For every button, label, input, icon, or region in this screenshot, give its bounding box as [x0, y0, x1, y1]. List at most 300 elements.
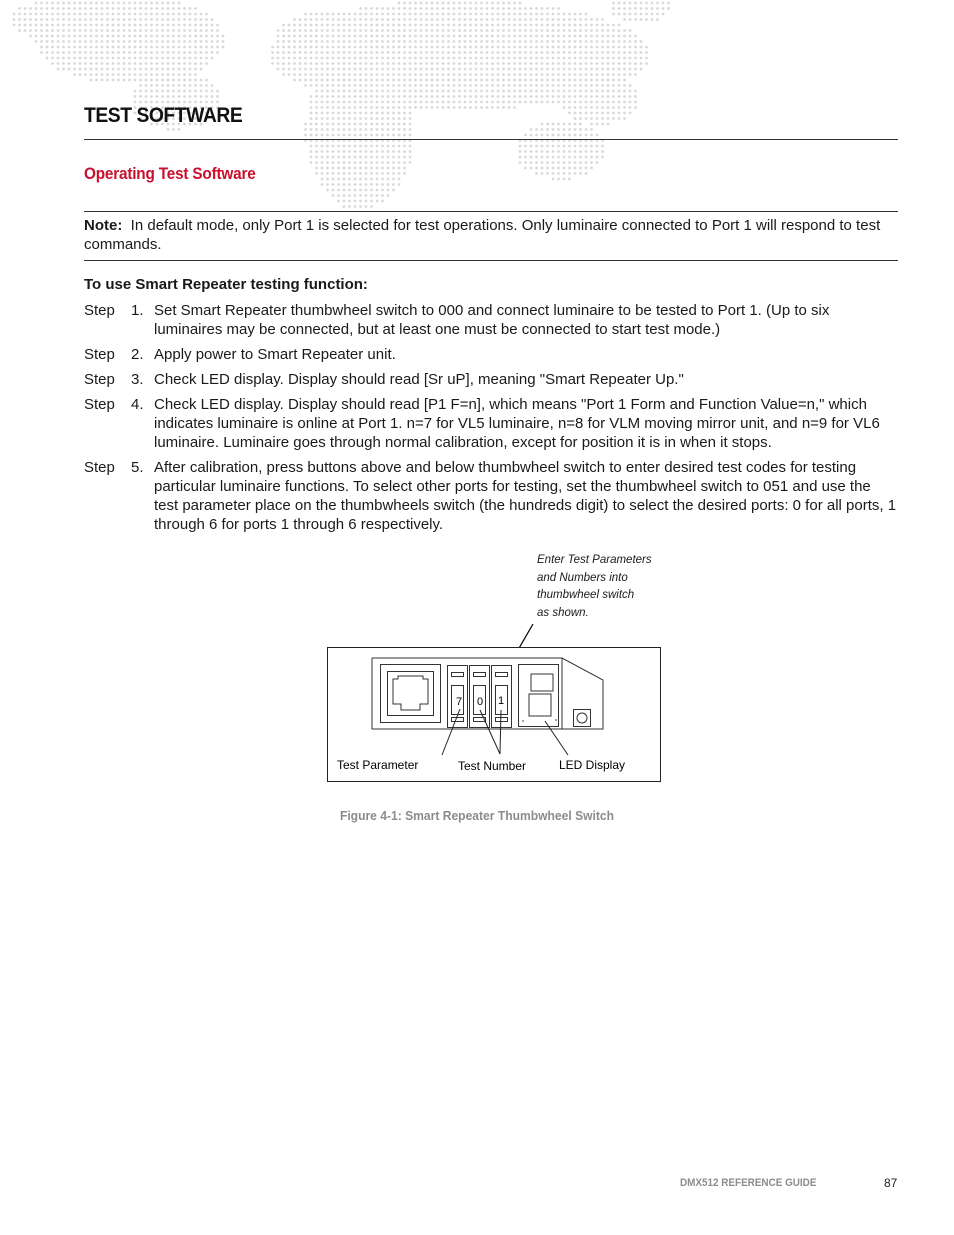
- map-dot: [409, 123, 412, 126]
- map-dot: [321, 79, 324, 82]
- map-dot: [392, 7, 395, 10]
- map-dot: [579, 29, 582, 32]
- map-dot: [315, 123, 318, 126]
- map-dot: [172, 79, 175, 82]
- map-dot: [403, 106, 406, 109]
- map-dot: [563, 134, 566, 137]
- map-dot: [161, 29, 164, 32]
- map-dot: [95, 57, 98, 60]
- map-dot: [332, 35, 335, 38]
- map-dot: [282, 68, 285, 71]
- map-dot: [189, 7, 192, 10]
- map-dot: [524, 24, 527, 27]
- map-dot: [557, 150, 560, 153]
- map-dot: [431, 95, 434, 98]
- map-dot: [447, 18, 450, 21]
- map-dot: [271, 51, 274, 54]
- map-dot: [343, 167, 346, 170]
- map-dot: [596, 106, 599, 109]
- map-dot: [634, 73, 637, 76]
- map-dot: [563, 68, 566, 71]
- map-dot: [365, 200, 368, 203]
- map-dot: [557, 178, 560, 181]
- map-dot: [387, 101, 390, 104]
- map-dot: [343, 189, 346, 192]
- map-dot: [409, 156, 412, 159]
- map-dot: [590, 128, 593, 131]
- map-dot: [557, 79, 560, 82]
- map-dot: [519, 90, 522, 93]
- map-dot: [117, 46, 120, 49]
- map-dot: [79, 73, 82, 76]
- map-dot: [321, 178, 324, 181]
- map-dot: [365, 112, 368, 115]
- map-dot: [150, 40, 153, 43]
- map-dot: [376, 29, 379, 32]
- map-dot: [79, 46, 82, 49]
- map-dot: [211, 46, 214, 49]
- map-dot: [310, 24, 313, 27]
- map-dot: [376, 167, 379, 170]
- map-dot: [563, 101, 566, 104]
- map-dot: [458, 40, 461, 43]
- map-dot: [634, 68, 637, 71]
- map-dot: [557, 128, 560, 131]
- map-dot: [442, 46, 445, 49]
- map-dot: [425, 68, 428, 71]
- map-dot: [73, 13, 76, 16]
- map-dot: [530, 46, 533, 49]
- map-dot: [409, 106, 412, 109]
- map-dot: [321, 24, 324, 27]
- map-dot: [431, 2, 434, 5]
- map-dot: [337, 40, 340, 43]
- map-dot: [629, 73, 632, 76]
- map-dot: [183, 40, 186, 43]
- map-dot: [321, 112, 324, 115]
- map-dot: [403, 150, 406, 153]
- map-dot: [618, 57, 621, 60]
- map-dot: [497, 51, 500, 54]
- map-dot: [392, 46, 395, 49]
- map-dot: [546, 40, 549, 43]
- map-dot: [95, 68, 98, 71]
- map-dot: [145, 2, 148, 5]
- map-dot: [414, 57, 417, 60]
- map-dot: [590, 57, 593, 60]
- map-dot: [590, 106, 593, 109]
- map-dot: [519, 24, 522, 27]
- map-dot: [403, 101, 406, 104]
- map-dot: [167, 90, 170, 93]
- map-dot: [321, 57, 324, 60]
- map-dot: [211, 51, 214, 54]
- map-dot: [546, 95, 549, 98]
- map-dot: [486, 35, 489, 38]
- map-dot: [73, 35, 76, 38]
- map-dot: [634, 95, 637, 98]
- map-dot: [579, 161, 582, 164]
- map-dot: [84, 57, 87, 60]
- map-dot: [128, 2, 131, 5]
- map-dot: [629, 62, 632, 65]
- map-dot: [24, 7, 27, 10]
- map-dot: [519, 73, 522, 76]
- map-dot: [84, 18, 87, 21]
- map-dot: [596, 112, 599, 115]
- map-dot: [332, 13, 335, 16]
- map-dot: [216, 90, 219, 93]
- map-dot: [409, 57, 412, 60]
- map-dot: [211, 101, 214, 104]
- map-dot: [398, 183, 401, 186]
- map-dot: [453, 24, 456, 27]
- map-dot: [150, 62, 153, 65]
- map-dot: [563, 84, 566, 87]
- map-dot: [211, 24, 214, 27]
- map-dot: [552, 51, 555, 54]
- map-dot: [365, 29, 368, 32]
- map-dot: [497, 62, 500, 65]
- map-dot: [612, 57, 615, 60]
- map-dot: [172, 101, 175, 104]
- map-dot: [629, 46, 632, 49]
- map-dot: [112, 35, 115, 38]
- map-dot: [392, 117, 395, 120]
- map-dot: [469, 29, 472, 32]
- map-dot: [332, 18, 335, 21]
- map-dot: [574, 51, 577, 54]
- map-dot: [343, 112, 346, 115]
- map-dot: [117, 7, 120, 10]
- map-dot: [321, 134, 324, 137]
- map-dot: [134, 95, 137, 98]
- map-dot: [530, 68, 533, 71]
- map-dot: [343, 84, 346, 87]
- map-dot: [453, 51, 456, 54]
- map-dot: [376, 18, 379, 21]
- map-dot: [95, 2, 98, 5]
- map-dot: [139, 101, 142, 104]
- map-dot: [387, 62, 390, 65]
- map-dot: [365, 156, 368, 159]
- map-dot: [447, 7, 450, 10]
- step-item: [84, 458, 898, 534]
- map-dot: [304, 134, 307, 137]
- map-dot: [469, 7, 472, 10]
- map-dot: [618, 7, 621, 10]
- map-dot: [508, 106, 511, 109]
- procedure-title: To use Smart Repeater testing function:: [84, 276, 368, 293]
- map-dot: [51, 7, 54, 10]
- map-dot: [79, 40, 82, 43]
- map-dot: [348, 156, 351, 159]
- map-dot: [348, 51, 351, 54]
- map-dot: [519, 7, 522, 10]
- map-dot: [315, 79, 318, 82]
- map-dot: [425, 29, 428, 32]
- map-dot: [46, 13, 49, 16]
- map-dot: [552, 24, 555, 27]
- map-dot: [458, 57, 461, 60]
- map-dot: [552, 156, 555, 159]
- step-text: Set Smart Repeater thumbwheel switch to 000 and connect luminaire to be tested to Port 1. (Up to six luminaires may be connected, but at least one must be connected to start test mode.): [154, 302, 830, 338]
- map-dot: [332, 90, 335, 93]
- map-dot: [601, 18, 604, 21]
- map-dot: [282, 62, 285, 65]
- map-dot: [128, 68, 131, 71]
- map-dot: [40, 35, 43, 38]
- map-dot: [579, 46, 582, 49]
- map-dot: [458, 51, 461, 54]
- map-dot: [134, 29, 137, 32]
- map-dot: [315, 35, 318, 38]
- map-dot: [216, 101, 219, 104]
- map-dot: [409, 2, 412, 5]
- map-dot: [84, 73, 87, 76]
- map-dot: [480, 24, 483, 27]
- map-dot: [117, 51, 120, 54]
- map-dot: [321, 101, 324, 104]
- map-dot: [508, 2, 511, 5]
- map-dot: [156, 2, 159, 5]
- map-dot: [486, 101, 489, 104]
- map-dot: [601, 145, 604, 148]
- map-dot: [387, 189, 390, 192]
- map-dot: [541, 172, 544, 175]
- map-dot: [447, 101, 450, 104]
- map-dot: [629, 106, 632, 109]
- map-dot: [282, 40, 285, 43]
- map-dot: [387, 167, 390, 170]
- map-dot: [112, 18, 115, 21]
- map-dot: [403, 117, 406, 120]
- map-dot: [205, 35, 208, 38]
- map-dot: [134, 2, 137, 5]
- map-dot: [90, 40, 93, 43]
- map-dot: [359, 95, 362, 98]
- map-dot: [381, 117, 384, 120]
- map-dot: [381, 40, 384, 43]
- map-dot: [222, 46, 225, 49]
- map-dot: [156, 73, 159, 76]
- map-dot: [574, 29, 577, 32]
- map-dot: [502, 18, 505, 21]
- map-dot: [585, 150, 588, 153]
- step-word: Step: [84, 396, 115, 413]
- map-dot: [524, 134, 527, 137]
- map-dot: [651, 7, 654, 10]
- map-dot: [563, 145, 566, 148]
- map-dot: [585, 161, 588, 164]
- map-dot: [568, 51, 571, 54]
- map-dot: [354, 29, 357, 32]
- map-dot: [475, 7, 478, 10]
- map-dot: [343, 18, 346, 21]
- map-dot: [392, 156, 395, 159]
- map-dot: [425, 95, 428, 98]
- map-dot: [106, 46, 109, 49]
- map-dot: [469, 51, 472, 54]
- map-dot: [332, 95, 335, 98]
- map-dot: [579, 123, 582, 126]
- map-dot: [629, 18, 632, 21]
- map-dot: [513, 79, 516, 82]
- map-dot: [508, 13, 511, 16]
- map-dot: [486, 13, 489, 16]
- map-dot: [381, 161, 384, 164]
- map-dot: [315, 106, 318, 109]
- map-dot: [62, 18, 65, 21]
- map-dot: [442, 106, 445, 109]
- map-dot: [530, 167, 533, 170]
- map-dot: [579, 13, 582, 16]
- map-dot: [475, 84, 478, 87]
- map-dot: [310, 62, 313, 65]
- map-dot: [541, 62, 544, 65]
- map-dot: [458, 7, 461, 10]
- map-dot: [436, 90, 439, 93]
- map-dot: [194, 79, 197, 82]
- map-dot: [480, 73, 483, 76]
- map-dot: [469, 40, 472, 43]
- map-dot: [343, 128, 346, 131]
- map-dot: [310, 18, 313, 21]
- map-dot: [623, 35, 626, 38]
- map-dot: [524, 35, 527, 38]
- map-dot: [326, 150, 329, 153]
- map-dot: [145, 79, 148, 82]
- map-dot: [557, 84, 560, 87]
- map-dot: [134, 68, 137, 71]
- map-dot: [216, 29, 219, 32]
- map-dot: [618, 29, 621, 32]
- map-dot: [607, 106, 610, 109]
- map-dot: [563, 172, 566, 175]
- map-dot: [145, 40, 148, 43]
- map-dot: [502, 13, 505, 16]
- map-dot: [150, 2, 153, 5]
- map-dot: [623, 40, 626, 43]
- map-dot: [315, 13, 318, 16]
- step-word: Step: [84, 371, 115, 388]
- map-dot: [354, 18, 357, 21]
- map-dot: [57, 13, 60, 16]
- map-dot: [497, 24, 500, 27]
- map-dot: [282, 24, 285, 27]
- map-dot: [535, 79, 538, 82]
- map-dot: [447, 46, 450, 49]
- map-dot: [348, 134, 351, 137]
- map-dot: [387, 183, 390, 186]
- map-dot: [321, 68, 324, 71]
- map-dot: [365, 35, 368, 38]
- map-dot: [590, 18, 593, 21]
- map-dot: [590, 79, 593, 82]
- map-dot: [211, 18, 214, 21]
- map-dot: [563, 18, 566, 21]
- map-dot: [376, 68, 379, 71]
- map-dot: [486, 79, 489, 82]
- map-dot: [398, 46, 401, 49]
- map-dot: [139, 7, 142, 10]
- map-dot: [359, 13, 362, 16]
- map-dot: [150, 13, 153, 16]
- map-dot: [354, 62, 357, 65]
- map-dot: [634, 18, 637, 21]
- map-dot: [392, 101, 395, 104]
- map-dot: [640, 7, 643, 10]
- map-dot: [156, 90, 159, 93]
- map-dot: [568, 46, 571, 49]
- map-dot: [106, 73, 109, 76]
- map-dot: [387, 24, 390, 27]
- map-dot: [425, 18, 428, 21]
- map-dot: [552, 29, 555, 32]
- map-dot: [414, 84, 417, 87]
- map-dot: [563, 62, 566, 65]
- map-dot: [117, 18, 120, 21]
- map-dot: [139, 57, 142, 60]
- map-dot: [535, 46, 538, 49]
- map-dot: [491, 90, 494, 93]
- map-dot: [552, 167, 555, 170]
- map-dot: [409, 117, 412, 120]
- map-dot: [57, 57, 60, 60]
- map-dot: [574, 90, 577, 93]
- map-dot: [205, 95, 208, 98]
- map-dot: [458, 73, 461, 76]
- map-dot: [354, 150, 357, 153]
- map-dot: [409, 161, 412, 164]
- map-dot: [480, 40, 483, 43]
- map-dot: [387, 178, 390, 181]
- map-dot: [359, 123, 362, 126]
- map-dot: [612, 29, 615, 32]
- map-dot: [552, 13, 555, 16]
- map-dot: [79, 7, 82, 10]
- map-dot: [189, 101, 192, 104]
- map-dot: [29, 7, 32, 10]
- map-dot: [601, 46, 604, 49]
- map-dot: [73, 29, 76, 32]
- map-dot: [612, 40, 615, 43]
- map-dot: [607, 40, 610, 43]
- map-dot: [29, 18, 32, 21]
- map-dot: [508, 62, 511, 65]
- map-dot: [508, 95, 511, 98]
- map-dot: [370, 178, 373, 181]
- map-dot: [145, 13, 148, 16]
- map-dot: [403, 46, 406, 49]
- map-dot: [370, 24, 373, 27]
- map-dot: [332, 29, 335, 32]
- map-dot: [535, 145, 538, 148]
- map-dot: [18, 7, 21, 10]
- map-dot: [618, 95, 621, 98]
- map-dot: [607, 29, 610, 32]
- map-dot: [398, 172, 401, 175]
- map-dot: [62, 29, 65, 32]
- map-dot: [73, 2, 76, 5]
- map-dot: [398, 13, 401, 16]
- map-dot: [398, 40, 401, 43]
- map-dot: [535, 101, 538, 104]
- map-dot: [607, 112, 610, 115]
- map-dot: [304, 18, 307, 21]
- map-dot: [486, 106, 489, 109]
- map-dot: [612, 62, 615, 65]
